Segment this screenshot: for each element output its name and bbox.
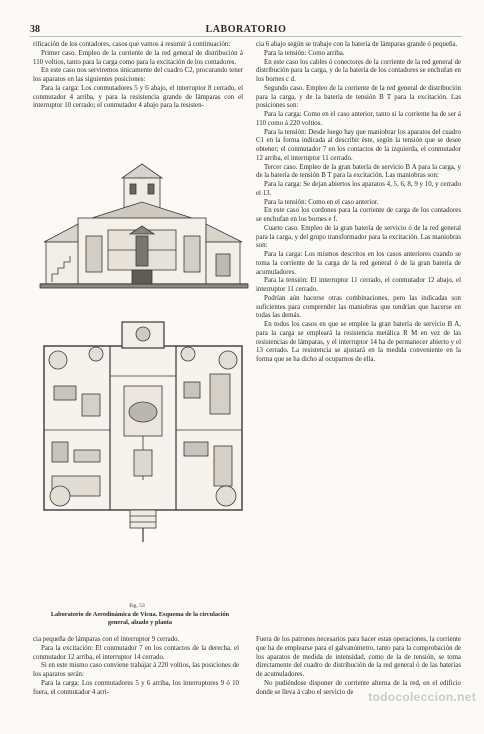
right-column-bottom [256, 636, 461, 724]
paragraph: Para la tensión: Desde luego hay que maniobrar los aparatos del cuadro C1 en la forma indicada al describir éste, según la tensión que se desee obtener; el conmutador 7 en los contactos de la izquierda, el conmutador 12 arriba, el interruptor 11 cerrado. [256, 128, 461, 162]
paragraph: cia pequeña de lámparas con el interruptor 9 cerrado. [33, 636, 180, 643]
paragraph: Primer caso. Empleo de la corriente de la red general de distribución á 110 voltios, tanto para la carga como para la excitación de los contadores. [33, 49, 243, 66]
elevation-drawing [40, 164, 248, 288]
paragraph: Para la carga: Los conmutadores 5 y 6 arriba, los interruptores 9 ó 10 fuera, el conmutador 4 arri- [33, 679, 239, 696]
paragraph: Segundo caso. Empleo de la corriente de la red general de distribución para la carga, y de la batería de tensión B T para la excitación. Las posiciones son: [256, 84, 461, 110]
watermark: todocoleccion.net [368, 690, 476, 704]
page-header [30, 24, 462, 37]
figure-caption [30, 611, 250, 627]
paragraph: En este caso nos serviremos únicamente del cuadro C2, procurando tener los aparatos en las siguientes posiciones: [33, 67, 243, 83]
paragraph: No pudiéndose disponer de corriente alterna de la red, en el edificio donde se lleva á cabo el servicio de [256, 679, 461, 696]
caption-line: Laboratorio de Aerodinámica de Vicua. Esquema de la circulación [50, 611, 230, 618]
paragraph: Cuarto caso. Empleo de la gran batería de servicio ó de la red general para la carga, y del grupo transformador para la excitación. Las maniobras son: [256, 224, 461, 250]
architectural-figure [38, 150, 250, 550]
paragraph: Para la carga: Se dejan abiertos los aparatos 4, 5, 6, 8, 9 y 10, y cerrado el 13. [256, 181, 461, 197]
paragraph: rificación de los contadores, casos que vamos á resumir á continuación: [33, 41, 231, 48]
paragraph: En este caso los cables ó conectores de la corriente de la red general de distribución para la carga, y de la batería de los contadores se enchufan en los bornes c d. [256, 58, 461, 83]
paragraph: Para la carga: Los conmutadores 5 y 6 abajo, el interruptor 8 cerrado, el conmutador 4 arriba, y para la resistencia grande de lámparas con el interruptor 10 cerrado; el conmutador 4 abajo para la resisten- [33, 84, 243, 110]
page-number: 38 [30, 24, 40, 35]
paragraph: Si en este mismo caso conviene trabajar á 220 voltios, las posiciones de los aparatos serán: [33, 662, 239, 678]
floor-plan-drawing [44, 322, 242, 542]
paragraph: Para la carga: Como en el caso anterior, tanto si la corriente ha de ser á 110 como á 220 voltios. [256, 111, 461, 127]
left-column-bottom [33, 636, 239, 724]
paragraph: En este caso los cordones para la corriente de carga de los contadores se enchufan en los bornes e f. [256, 207, 461, 223]
paragraph: cia 6 abajo según se trabaje con la batería de lámparas grande ó pequeña. [256, 41, 458, 48]
running-title: LABORATORIO [205, 24, 287, 35]
paragraph: Fuera de los patrones necesarios para hacer estas operaciones, la corriente que ha de emplearse para el galvanómetro, tanto para la comprobación de los aparatos de medida de intensidad, como de la de tensión, se toma directamente del cuadro de distribución de la red general ó de las baterías de acumuladores. [256, 636, 461, 678]
left-column-top [33, 41, 243, 149]
paragraph: Podrían aún hacerse otras combinaciones, pero las indicadas son suficientes para comprender las maniobras que tendrían que hacerse en todas las demás. [256, 294, 461, 320]
paragraph: Para la tensión: El interruptor 11 cerrado, el conmutador 12 abajo, el interruptor 11 cerrado. [256, 277, 461, 293]
caption-line: general, alzado y planta [107, 618, 173, 626]
paragraph: Para la tensión: Como en el caso anterior. [264, 198, 379, 206]
paragraph: Para la excitación: El conmutador 7 en los contactos de la derecha, el conmutador 12 arriba, el interruptor 14 cerrado. [33, 644, 239, 661]
paragraph: Para la tensión: Como arriba. [264, 49, 345, 57]
paragraph: En todos los casos en que se emplee la gran batería de servicio B A, para la carga se empleará la resistencia metálica R M en vez de las resistencias de lámparas, y el interruptor 14 ha de permanecer abierto y el 13 cerrado. La resistencia se ajustará en la medida conveniente en la forma que se ha dicho al ocuparnos de ella. [256, 321, 461, 363]
paragraph: Para la carga: Los mismos descritos en los casos anteriores cuando se toma la corriente de la carga de la red general ó de la gran batería de acumuladores. [256, 251, 461, 276]
figure-number: Fig. 53 [129, 603, 145, 609]
right-column [256, 41, 461, 651]
paragraph: Tercer caso. Empleo de la gran batería de servicio B A para la carga, y de la batería de tensión B T para la excitación. Las maniobras son: [256, 163, 461, 180]
